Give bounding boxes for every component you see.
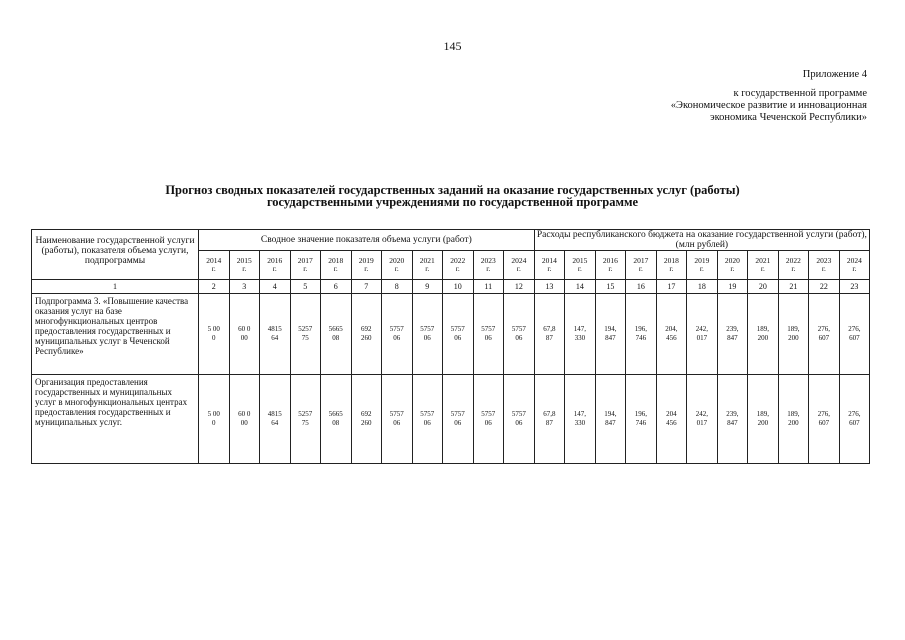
value-part: 00 — [240, 334, 248, 342]
year-label: 2015 — [572, 256, 588, 265]
volume-value-cell — [473, 375, 504, 464]
value-part: 06 — [454, 419, 462, 427]
volume-year-header — [290, 251, 321, 280]
volume-value-cell — [260, 294, 291, 375]
expenses-value-cell — [839, 375, 870, 464]
year-label: 2022 — [785, 256, 801, 265]
value-part: 87 — [545, 419, 553, 427]
expenses-value-cell — [595, 294, 626, 375]
volume-year-header — [382, 251, 413, 280]
column-number: 16 — [626, 280, 657, 294]
expenses-year-header — [687, 251, 718, 280]
year-label: 2024 — [846, 256, 862, 265]
value-part: 189, — [787, 325, 800, 333]
value-part: 08 — [332, 419, 340, 427]
value-part: 456 — [666, 419, 677, 427]
expenses-year-header — [809, 251, 840, 280]
expenses-value-cell — [687, 375, 718, 464]
value-part: 5757 — [450, 325, 465, 333]
volume-value-cell — [290, 375, 321, 464]
year-suffix: г. — [303, 264, 308, 273]
column-number: 22 — [809, 280, 840, 294]
page-number: 145 — [443, 39, 462, 53]
value-part: 260 — [361, 419, 372, 427]
appendix-block — [671, 69, 867, 124]
expenses-value-cell — [778, 294, 809, 375]
year-suffix: г. — [608, 264, 613, 273]
column-number: 4 — [260, 280, 291, 294]
value-part: 194, — [604, 410, 617, 418]
value-part: 017 — [696, 419, 708, 427]
value-part: 276, — [848, 410, 861, 418]
volume-value-cell — [321, 294, 352, 375]
expenses-group-header: Расходы республиканского бюджета на оказание государственной услуги (работ), (млн рублей) — [534, 230, 870, 251]
value-part: 200 — [788, 419, 799, 427]
volume-value-cell — [412, 375, 443, 464]
appendix-line: к государственной программе — [733, 88, 867, 99]
column-number: 8 — [382, 280, 413, 294]
expenses-value-cell — [534, 294, 565, 375]
expenses-value-cell — [809, 294, 840, 375]
year-suffix: г. — [455, 264, 460, 273]
volume-value-cell — [351, 375, 382, 464]
value-part: 5757 — [389, 325, 404, 333]
value-part: 330 — [574, 419, 586, 427]
volume-value-cell — [412, 294, 443, 375]
volume-value-cell — [504, 375, 535, 464]
year-label: 2019 — [358, 256, 374, 265]
value-part: 5665 — [328, 410, 343, 418]
expenses-value-cell — [778, 375, 809, 464]
year-label: 2016 — [602, 256, 618, 265]
value-part: 08 — [332, 334, 340, 342]
year-suffix: г. — [699, 264, 704, 273]
year-suffix: г. — [333, 264, 338, 273]
value-part: 5257 — [298, 410, 313, 418]
volume-value-cell — [443, 375, 474, 464]
year-suffix: г. — [791, 264, 796, 273]
expenses-value-cell — [748, 294, 779, 375]
value-part: 196, — [634, 325, 647, 333]
value-part: 64 — [271, 419, 279, 427]
volume-value-cell — [229, 294, 260, 375]
year-suffix: г. — [516, 264, 521, 273]
value-part: 276, — [848, 325, 861, 333]
value-part: 5665 — [328, 325, 343, 333]
expenses-value-cell — [534, 375, 565, 464]
value-part: 75 — [301, 334, 309, 342]
value-part: 87 — [545, 334, 553, 342]
expenses-year-header — [748, 251, 779, 280]
column-number: 14 — [565, 280, 596, 294]
year-suffix: г. — [760, 264, 765, 273]
column-number: 20 — [748, 280, 779, 294]
column-number: 11 — [473, 280, 504, 294]
volume-value-cell — [260, 375, 291, 464]
volume-year-header — [199, 251, 230, 280]
value-part: 60 0 — [238, 410, 251, 418]
year-label: 2017 — [297, 256, 313, 265]
table-row — [32, 294, 870, 375]
expenses-year-header — [626, 251, 657, 280]
value-part: 239, — [726, 410, 739, 418]
year-label: 2017 — [633, 256, 649, 265]
expenses-year-header — [717, 251, 748, 280]
year-suffix: г. — [730, 264, 735, 273]
value-part: 276, — [817, 410, 830, 418]
table-row — [32, 375, 870, 464]
volume-group-header: Сводное значение показателя объема услуги (работ) — [199, 230, 535, 251]
year-label: 2021 — [755, 256, 771, 265]
volume-year-header — [473, 251, 504, 280]
expenses-value-cell — [656, 375, 687, 464]
column-number: 21 — [778, 280, 809, 294]
value-part: 5 00 — [207, 325, 220, 333]
year-label: 2016 — [267, 256, 283, 265]
value-part: 242, — [695, 325, 708, 333]
year-suffix: г. — [821, 264, 826, 273]
value-part: 204 — [666, 410, 677, 418]
value-part: 06 — [423, 419, 431, 427]
year-suffix: г. — [852, 264, 857, 273]
volume-value-cell — [290, 294, 321, 375]
volume-value-cell — [504, 294, 535, 375]
value-part: 204, — [665, 325, 678, 333]
value-part: 607 — [818, 334, 830, 342]
value-part: 607 — [849, 419, 860, 427]
value-part: 200 — [788, 334, 799, 342]
value-part: 5757 — [450, 410, 465, 418]
document-title-line: государственными учреждениями по государственной программе — [266, 195, 639, 209]
year-label: 2018 — [328, 256, 344, 265]
expenses-year-header — [839, 251, 870, 280]
value-part: 5757 — [481, 410, 496, 418]
value-part: 147, — [573, 410, 586, 418]
year-label: 2018 — [663, 256, 679, 265]
document-title — [30, 184, 875, 208]
volume-year-header — [351, 251, 382, 280]
value-part: 5257 — [298, 325, 313, 333]
expenses-value-cell — [809, 375, 840, 464]
volume-year-header — [321, 251, 352, 280]
value-part: 06 — [393, 334, 401, 342]
year-suffix: г. — [547, 264, 552, 273]
column-number: 12 — [504, 280, 535, 294]
value-part: 06 — [423, 334, 431, 342]
value-part: 692 — [361, 410, 372, 418]
year-label: 2020 — [724, 256, 740, 265]
column-number: 6 — [321, 280, 352, 294]
year-suffix: г. — [425, 264, 430, 273]
column-number: 9 — [412, 280, 443, 294]
volume-year-header — [260, 251, 291, 280]
volume-value-cell — [473, 294, 504, 375]
expenses-value-cell — [626, 375, 657, 464]
value-part: 456 — [666, 334, 677, 342]
column-number: 7 — [351, 280, 382, 294]
value-part: 847 — [605, 419, 616, 427]
value-part: 4815 — [267, 325, 282, 333]
year-label: 2022 — [450, 256, 466, 265]
column-number: 2 — [199, 280, 230, 294]
value-part: 847 — [727, 419, 738, 427]
expenses-value-cell — [748, 375, 779, 464]
column-number: 19 — [717, 280, 748, 294]
value-part: 5757 — [511, 325, 526, 333]
column-number: 10 — [443, 280, 474, 294]
value-part: 189, — [756, 325, 769, 333]
expenses-value-cell — [626, 294, 657, 375]
value-part: 746 — [635, 419, 647, 427]
value-part: 67,8 — [543, 325, 556, 333]
column-number: 23 — [839, 280, 870, 294]
column-number-row — [32, 280, 870, 294]
volume-year-header — [229, 251, 260, 280]
value-part: 017 — [696, 334, 708, 342]
value-part: 06 — [515, 419, 523, 427]
value-part: 200 — [757, 334, 769, 342]
volume-year-header — [443, 251, 474, 280]
appendix-title: Приложение 4 — [802, 69, 867, 80]
expenses-value-cell — [839, 294, 870, 375]
volume-value-cell — [382, 375, 413, 464]
column-number: 18 — [687, 280, 718, 294]
value-part: 746 — [635, 334, 647, 342]
value-part: 196, — [634, 410, 647, 418]
expenses-value-cell — [656, 294, 687, 375]
year-label: 2014 — [541, 256, 557, 265]
value-part: 5 00 — [207, 410, 220, 418]
value-part: 06 — [484, 334, 492, 342]
value-part: 06 — [393, 419, 401, 427]
year-suffix: г. — [669, 264, 674, 273]
year-suffix: г. — [272, 264, 277, 273]
volume-value-cell — [443, 294, 474, 375]
column-number: 15 — [595, 280, 626, 294]
document-title-line: Прогноз сводных показателей государственных заданий на оказание государственных услуг (работы) — [165, 183, 740, 197]
value-part: 60 0 — [238, 325, 251, 333]
value-part: 847 — [605, 334, 616, 342]
value-part: 260 — [361, 334, 372, 342]
value-part: 5757 — [481, 325, 496, 333]
value-part: 0 — [212, 419, 216, 427]
value-part: 607 — [818, 419, 830, 427]
name-column-header: Наименование государственной услуги (работы), показателя объема услуги, подпрограммы — [32, 230, 199, 280]
column-number: 17 — [656, 280, 687, 294]
year-suffix: г. — [638, 264, 643, 273]
value-part: 607 — [849, 334, 860, 342]
value-part: 194, — [604, 325, 617, 333]
value-part: 189, — [756, 410, 769, 418]
year-suffix: г. — [211, 264, 216, 273]
value-part: 330 — [574, 334, 586, 342]
expenses-value-cell — [717, 375, 748, 464]
value-part: 06 — [484, 419, 492, 427]
volume-value-cell — [199, 294, 230, 375]
year-suffix: г. — [577, 264, 582, 273]
expenses-year-header — [534, 251, 565, 280]
appendix-line: экономика Чеченской Республики» — [710, 112, 867, 123]
year-label: 2023 — [816, 256, 832, 265]
expenses-year-header — [565, 251, 596, 280]
table-header-row — [32, 230, 870, 251]
value-part: 06 — [454, 334, 462, 342]
column-number: 13 — [534, 280, 565, 294]
value-part: 67,8 — [543, 410, 556, 418]
value-part: 75 — [301, 419, 309, 427]
value-part: 847 — [727, 334, 738, 342]
year-suffix: г. — [394, 264, 399, 273]
column-number: 5 — [290, 280, 321, 294]
value-part: 4815 — [267, 410, 282, 418]
volume-year-header — [412, 251, 443, 280]
value-part: 189, — [787, 410, 800, 418]
year-label: 2024 — [511, 256, 527, 265]
expenses-value-cell — [595, 375, 626, 464]
row-name-cell: Подпрограмма 3. «Повышение качества оказания услуг на базе многофункциональных центров предоставления государственных и муниципальных услуг в Чеченской Республике» — [32, 294, 199, 375]
column-number: 1 — [32, 280, 199, 294]
value-part: 5757 — [420, 410, 435, 418]
appendix-line: «Экономическое развитие и инновационная — [670, 100, 867, 111]
forecast-table — [31, 229, 870, 464]
year-label: 2015 — [236, 256, 252, 265]
year-label: 2021 — [419, 256, 435, 265]
value-part: 200 — [757, 419, 769, 427]
value-part: 147, — [573, 325, 586, 333]
value-part: 64 — [271, 334, 279, 342]
expenses-year-header — [595, 251, 626, 280]
expenses-value-cell — [687, 294, 718, 375]
row-name-cell: Организация предоставления государственных и муниципальных услуг в многофункциональных центрах предоставления государственных и муниципальных услуг. — [32, 375, 199, 464]
year-label: 2023 — [480, 256, 496, 265]
volume-year-header — [504, 251, 535, 280]
value-part: 06 — [515, 334, 523, 342]
volume-value-cell — [351, 294, 382, 375]
year-label: 2019 — [694, 256, 710, 265]
year-suffix: г. — [364, 264, 369, 273]
value-part: 5757 — [420, 325, 435, 333]
value-part: 242, — [695, 410, 708, 418]
year-label: 2020 — [389, 256, 405, 265]
value-part: 692 — [361, 325, 372, 333]
volume-value-cell — [199, 375, 230, 464]
volume-value-cell — [229, 375, 260, 464]
value-part: 276, — [817, 325, 830, 333]
value-part: 5757 — [389, 410, 404, 418]
volume-value-cell — [321, 375, 352, 464]
expenses-value-cell — [717, 294, 748, 375]
expenses-year-header — [656, 251, 687, 280]
year-suffix: г. — [486, 264, 491, 273]
column-number: 3 — [229, 280, 260, 294]
value-part: 00 — [240, 419, 248, 427]
expenses-value-cell — [565, 294, 596, 375]
volume-value-cell — [382, 294, 413, 375]
year-suffix: г. — [242, 264, 247, 273]
value-part: 0 — [212, 334, 216, 342]
expenses-value-cell — [565, 375, 596, 464]
year-label: 2014 — [206, 256, 222, 265]
value-part: 5757 — [511, 410, 526, 418]
expenses-year-header — [778, 251, 809, 280]
value-part: 239, — [726, 325, 739, 333]
